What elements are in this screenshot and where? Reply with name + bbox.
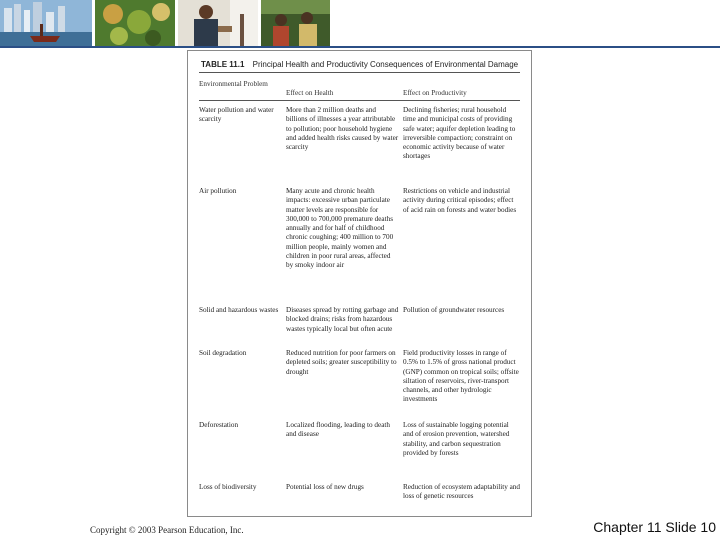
table-cell-problem: Air pollution	[199, 187, 237, 195]
copyright-notice: Copyright © 2003 Pearson Education, Inc.	[90, 525, 244, 535]
table-top-rule	[199, 72, 520, 73]
table-cell-productivity: Pollution of groundwater resources	[403, 306, 505, 314]
table-cell-health: Many acute and chronic health impacts: excessive urban particulate matter levels are responsible for 300,000 to 700,000 premature deaths annually and for half of childhood chronic coughing; 400 million to 700 million people, mainly women and children in poor rural areas, affected by smoky indoor air	[286, 187, 394, 270]
slide-label: Chapter 11 Slide 10	[593, 519, 716, 535]
header-health: Effect on Health	[286, 89, 334, 97]
table-cell-health: Potential loss of new drugs	[286, 483, 364, 491]
header-productivity: Effect on Productivity	[403, 89, 467, 97]
table-cell-health: Diseases spread by rotting garbage and blocked drains; risks from hazardous wastes typically local but often acute	[286, 306, 399, 333]
table-cell-productivity: Declining fisheries; rural household time and municipal costs of providing safe water; aquifer depletion leading to irreversible compaction; constraint on economic activity because of water shortages	[403, 106, 516, 161]
table-cell-problem: Soil degradation	[199, 349, 247, 357]
table-cell-productivity: Restrictions on vehicle and industrial activity during critical episodes; effect of acid rain on forests and water bodies	[403, 187, 517, 214]
table-panel	[187, 50, 532, 517]
banner-rule	[0, 46, 720, 48]
table-cell-health: Localized flooding, leading to death and disease	[286, 421, 390, 439]
table-cell-problem: Water pollution and water scarcity	[199, 106, 274, 124]
table-header-rule	[199, 100, 520, 101]
photo-banner	[0, 0, 330, 46]
table-cell-problem: Deforestation	[199, 421, 239, 429]
market-photo	[261, 0, 330, 46]
table-cell-problem: Solid and hazardous wastes	[199, 306, 279, 314]
table-cell-health: More than 2 million deaths and billions of illnesses a year attributable to pollution; poor household hygiene and added health risks caused by water scarcity	[286, 106, 399, 152]
table-number: TABLE 11.1	[201, 60, 245, 69]
table-cell-productivity: Loss of sustainable logging potential and of erosion prevention, watershed stability, and carbon sequestration provided by forests	[403, 421, 510, 457]
table-caption: Principal Health and Productivity Consequences of Environmental Damage	[252, 60, 519, 69]
people-photo	[178, 0, 258, 46]
table-title	[201, 60, 518, 69]
header-problem: Environmental Problem	[199, 80, 268, 88]
harbor-photo	[0, 0, 92, 46]
table-cell-productivity: Reduction of ecosystem adaptability and loss of genetic resources	[403, 483, 520, 501]
table-cell-problem: Loss of biodiversity	[199, 483, 257, 491]
produce-photo	[95, 0, 175, 46]
table-cell-health: Reduced nutrition for poor farmers on depleted soils; greater susceptibility to drought	[286, 349, 397, 376]
table-cell-productivity: Field productivity losses in range of 0.5% to 1.5% of gross national product (GNP) common on tropical soils; offsite siltation of reservoirs, river-transport channels, and other hydrologic investments	[403, 349, 519, 404]
